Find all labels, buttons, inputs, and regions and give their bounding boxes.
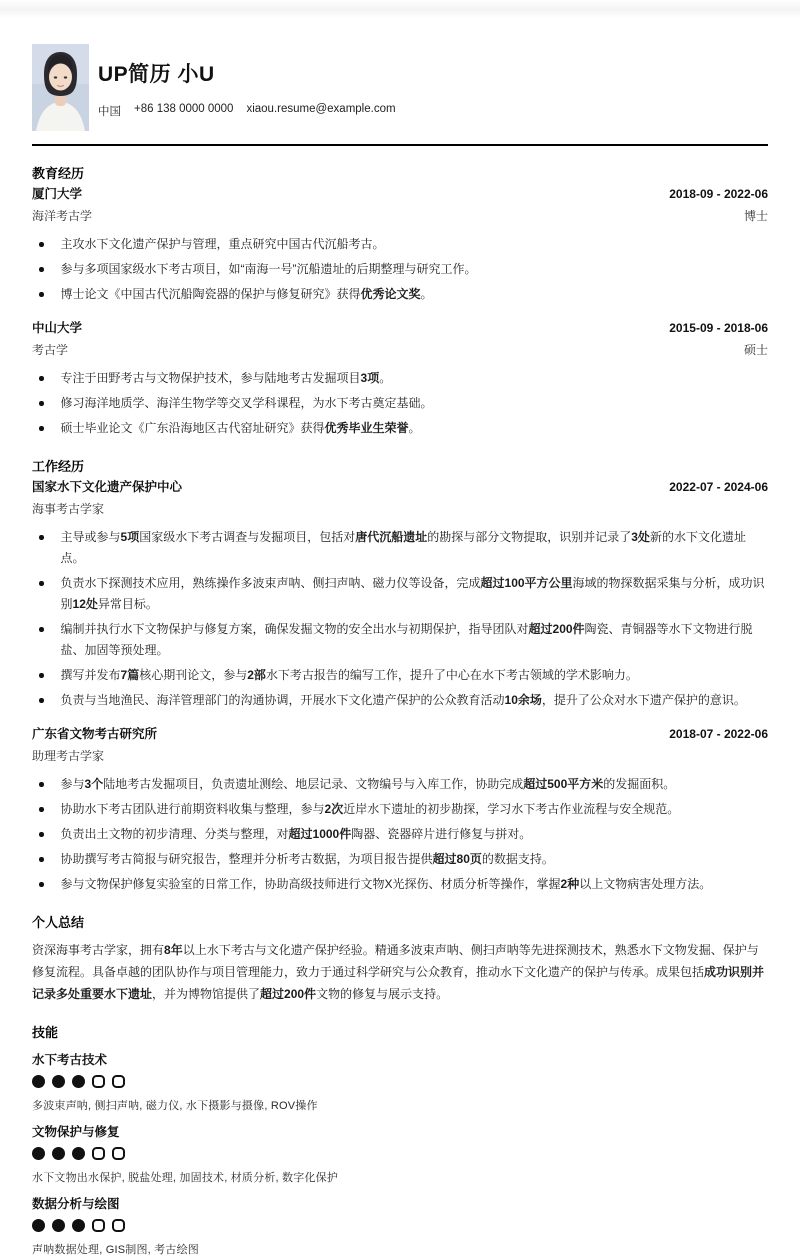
bullet-text-run: 优秀论文奖 [360,287,421,301]
rating-dot-filled-icon [52,1147,65,1160]
bullet-text-run: 参与文物保护修复实验室的日常工作，协助高级技师进行文物X光探伤、材质分析等操作，掌握 [60,877,561,891]
bullet-text-run: 近岸水下遗址的初步勘探，学习水下考古作业流程与安全规范。 [343,802,680,816]
bullet-dot-icon [39,292,44,297]
summary-text-run: 超过200件 [260,987,317,1001]
education-entries [32,184,768,439]
bullet-text-run: 3项 [360,371,380,385]
bullet-item [32,393,768,414]
work-entry-date: 2018-07 - 2022-06 [669,727,768,741]
skill-detail: 声呐数据处理, GIS制图, 考古绘图 [32,1244,199,1256]
education-section-title: 教育经历 [32,166,85,181]
bullet-text-run: 的发掘面积。 [603,777,676,791]
bullet-item [32,690,768,711]
bullet-text [61,774,676,795]
bullet-text-run: 2部 [247,668,266,682]
bullet-text-run: 国家级水下考古调查与发掘项目，包括对 [139,530,356,544]
bullet-dot-icon [39,267,44,272]
bullet-text-run: 的勘探与部分文物提取，识别并记录了 [427,530,632,544]
education-entry-side: 博士 [743,209,768,223]
section-skills [32,1022,768,1257]
rating-dot-filled-icon [72,1219,85,1232]
bullet-dot-icon [39,242,44,247]
work-bullet-list [32,527,768,711]
summary-text-run: 文物的修复与展示支持。 [316,987,449,1001]
bullet-text-run: 7篇 [120,668,140,682]
bullet-item [32,573,768,615]
bullet-text-run: 新的水下文化遗址点。 [60,530,746,565]
bullet-text-run: 。 [408,421,421,435]
rating-dot-empty-icon [92,1147,105,1160]
bullet-text-run: 超过80页 [432,852,482,866]
education-entry-side: 硕士 [743,343,768,357]
bullet-text [61,527,769,569]
education-entry-subtitle: 考古学 [32,343,69,357]
bullet-text-run: 博士论文《中国古代沉船陶瓷器的保护与修复研究》获得 [60,287,361,301]
work-entry-subtitle-row [32,747,768,764]
skill-items [32,1050,768,1257]
bullet-dot-icon [39,426,44,431]
bullet-dot-icon [39,673,44,678]
bullet-text [61,259,477,280]
bullet-text-run: 12处 [72,597,98,611]
bullet-dot-icon [39,882,44,887]
section-work [32,456,768,895]
bullet-text [61,665,638,686]
summary-text-run: 以上水下考古与文化遗产保护经验。精通多波束声呐、侧扫声呐等先进探测技术，熟悉水下文物发掘、保护与修复流程。具备卓越的团队协作与项目管理能力，致力于通过科学研究与公众教育，推动水下文化遗产的保护与传承。成果包括 [32,943,759,979]
bullet-text-run: 超过1000件 [288,827,352,841]
bullet-text [61,849,554,870]
header-divider [32,144,768,146]
bullet-text-run: 核心期刊论文，参与 [139,668,248,682]
skill-item [32,1050,768,1113]
education-entry-head [32,184,768,202]
bullet-text-run: 主导或参与 [60,530,121,544]
rating-dot-filled-icon [52,1219,65,1232]
contact-email: xiaou.resume@example.com [246,103,396,115]
rating-dot-filled-icon [72,1075,85,1088]
summary-section-title: 个人总结 [32,915,85,930]
bullet-text-run: 编制并执行水下文物保护与修复方案，确保发掘文物的安全出水与初期保护，指导团队对 [60,622,529,636]
work-entry-date: 2022-07 - 2024-06 [669,480,768,494]
bullet-dot-icon [39,581,44,586]
bullet-text [61,418,421,439]
bullet-item [32,799,768,820]
work-entries [32,477,768,895]
bullet-dot-icon [39,627,44,632]
bullet-text-run: 硕士毕业论文《广东沿海地区古代窑址研究》获得 [60,421,325,435]
bullet-text-run: 陆地考古发掘项目，负责遗址测绘、地层记录、文物编号与入库工作，协助完成 [103,777,524,791]
bullet-text-run: 3个 [84,777,104,791]
education-bullet-list [32,368,768,439]
summary-text-run: 成功识别并记录多处重要水下遗址 [32,965,765,1001]
bullet-text [61,573,769,615]
bullet-text-run: 3处 [631,530,650,544]
skills-section-title: 技能 [32,1025,59,1040]
work-entry-head [32,477,768,495]
skill-name: 水下考古技术 [32,1053,108,1067]
summary-paragraph [32,939,768,1005]
work-section-title: 工作经历 [32,459,85,474]
work-entry-title: 广东省文物考古研究所 [32,727,158,741]
education-bullet-list [32,234,768,305]
bullet-text-run: 协助撰写考古简报与研究报告，整理并分析考古数据，为项目报告提供 [60,852,433,866]
section-education [32,163,768,439]
skill-item [32,1122,768,1185]
bullet-item [32,619,768,661]
bullet-text-run: 陶器、瓷器碎片进行修复与拼对。 [351,827,532,841]
bullet-text-run: 。 [420,287,433,301]
bullet-text-run: 10余场 [504,693,542,707]
bullet-text-run: 以上文物病害处理方法。 [579,877,712,891]
bullet-item [32,368,768,389]
summary-text-run: ，并为博物馆提供了 [152,987,261,1001]
bullet-item [32,665,768,686]
bullet-item [32,284,768,305]
skill-rating [32,1219,768,1232]
header-text [98,44,396,119]
bullet-text [61,690,746,711]
bullet-text-run: 的数据支持。 [481,852,554,866]
summary-text-run: 资深海事考古学家，拥有 [32,943,165,957]
bullet-text-run: 超过100平方公里 [480,576,573,590]
section-summary [32,912,768,1005]
bullet-item [32,259,768,280]
bullet-item [32,418,768,439]
bullet-text-run: ，提升了公众对水下遗产保护的意识。 [541,693,746,707]
work-entry [32,724,768,895]
bullet-item [32,234,768,255]
rating-dot-filled-icon [32,1075,45,1088]
skill-rating [32,1147,768,1160]
candidate-name: UP简历 小U [98,63,215,86]
bullet-item [32,774,768,795]
bullet-dot-icon [39,376,44,381]
bullet-text-run: 负责出土文物的初步清理、分类与整理，对 [60,827,289,841]
rating-dot-filled-icon [72,1147,85,1160]
education-entry-title: 中山大学 [32,321,83,335]
education-entry-subtitle-row [32,341,768,358]
bullet-text-run: 5项 [120,530,140,544]
bullet-text [61,393,433,414]
portrait-photo-graphic [32,44,89,131]
contact-phone: +86 138 0000 0000 [134,103,234,115]
bullet-dot-icon [39,807,44,812]
bullet-item [32,849,768,870]
rating-dot-filled-icon [32,1219,45,1232]
education-entry-head [32,318,768,336]
bullet-text-run: 参与多项国家级水下考古项目，如“南海一号”沉船遗址的后期整理与研究工作。 [60,262,477,276]
bullet-text-run: 主攻水下文化遗产保护与管理，重点研究中国古代沉船考古。 [60,237,385,251]
bullet-text [61,824,532,845]
resume-header [32,0,768,131]
bullet-text-run: 水下考古报告的编写工作，提升了中心在水下考古领域的学术影响力。 [265,668,638,682]
bullet-text [61,368,392,389]
rating-dot-empty-icon [112,1219,125,1232]
bullet-text [61,799,680,820]
bullet-text-run: 参与 [60,777,85,791]
bullet-item [32,824,768,845]
work-entry-title: 国家水下文化遗产保护中心 [32,480,183,494]
bullet-dot-icon [39,698,44,703]
skill-detail: 多波束声呐, 侧扫声呐, 磁力仪, 水下摄影与摄像, ROV操作 [32,1100,318,1112]
skill-rating [32,1075,768,1088]
bullet-dot-icon [39,857,44,862]
education-entry [32,318,768,439]
bullet-dot-icon [39,782,44,787]
education-entry-date: 2018-09 - 2022-06 [669,187,768,201]
bullet-text-run: 超过200件 [528,622,585,636]
bullet-text [61,234,385,255]
work-entry-subtitle-row [32,500,768,517]
bullet-text-run: 撰写并发布 [60,668,121,682]
bullet-text-run: 优秀毕业生荣誉 [324,421,409,435]
education-entry-subtitle: 海洋考古学 [32,209,93,223]
skill-detail: 水下文物出水保护, 脱盐处理, 加固技术, 材质分析, 数字化保护 [32,1172,339,1184]
rating-dot-empty-icon [92,1219,105,1232]
bullet-item [32,874,768,895]
bullet-dot-icon [39,401,44,406]
bullet-dot-icon [39,535,44,540]
contact-location: 中国 [98,106,121,118]
bullet-text-run: 协助水下考古团队进行前期资料收集与整理，参与 [60,802,325,816]
skill-name: 文物保护与修复 [32,1125,120,1139]
work-entry-head [32,724,768,742]
bullet-dot-icon [39,832,44,837]
bullet-text-run: 修习海洋地质学、海洋生物学等交叉学科课程，为水下考古奠定基础。 [60,396,433,410]
bullet-text [61,619,769,661]
bullet-text [61,874,712,895]
rating-dot-empty-icon [112,1147,125,1160]
rating-dot-filled-icon [52,1075,65,1088]
bullet-text-run: 海域的物探数据采集与分析，成功识别 [60,576,765,611]
bullet-text-run: 负责水下探测技术应用，熟练操作多波束声呐、侧扫声呐、磁力仪等设备，完成 [60,576,481,590]
education-entry-subtitle-row [32,207,768,224]
rating-dot-empty-icon [112,1075,125,1088]
skill-name: 数据分析与绘图 [32,1197,120,1211]
education-entry-title: 厦门大学 [32,187,83,201]
bullet-text-run: 陶瓷、青铜器等水下文物进行脱盐、加固等预处理。 [60,622,753,657]
contact-line [98,103,396,119]
bullet-item [32,527,768,569]
education-entry-date: 2015-09 - 2018-06 [669,321,768,335]
work-entry [32,477,768,711]
bullet-text-run: 2次 [324,802,344,816]
skill-item [32,1194,768,1257]
bullet-text-run: 负责与当地渔民、海洋管理部门的沟通协调，开展水下文化遗产保护的公众教育活动 [60,693,505,707]
work-entry-subtitle: 海事考古学家 [32,502,105,516]
profile-photo [32,44,89,131]
education-entry [32,184,768,305]
summary-text-run: 8年 [164,943,183,957]
work-entry-subtitle: 助理考古学家 [32,749,105,763]
work-bullet-list [32,774,768,895]
bullet-text-run: 专注于田野考古与文物保护技术，参与陆地考古发掘项目 [60,371,361,385]
rating-dot-empty-icon [92,1075,105,1088]
bullet-text-run: 2种 [560,877,580,891]
bullet-text-run: 超过500平方米 [523,777,604,791]
bullet-text [61,284,433,305]
bullet-text-run: 。 [379,371,392,385]
bullet-text-run: 异常目标。 [97,597,158,611]
bullet-text-run: 唐代沉船遗址 [355,530,428,544]
rating-dot-filled-icon [32,1147,45,1160]
